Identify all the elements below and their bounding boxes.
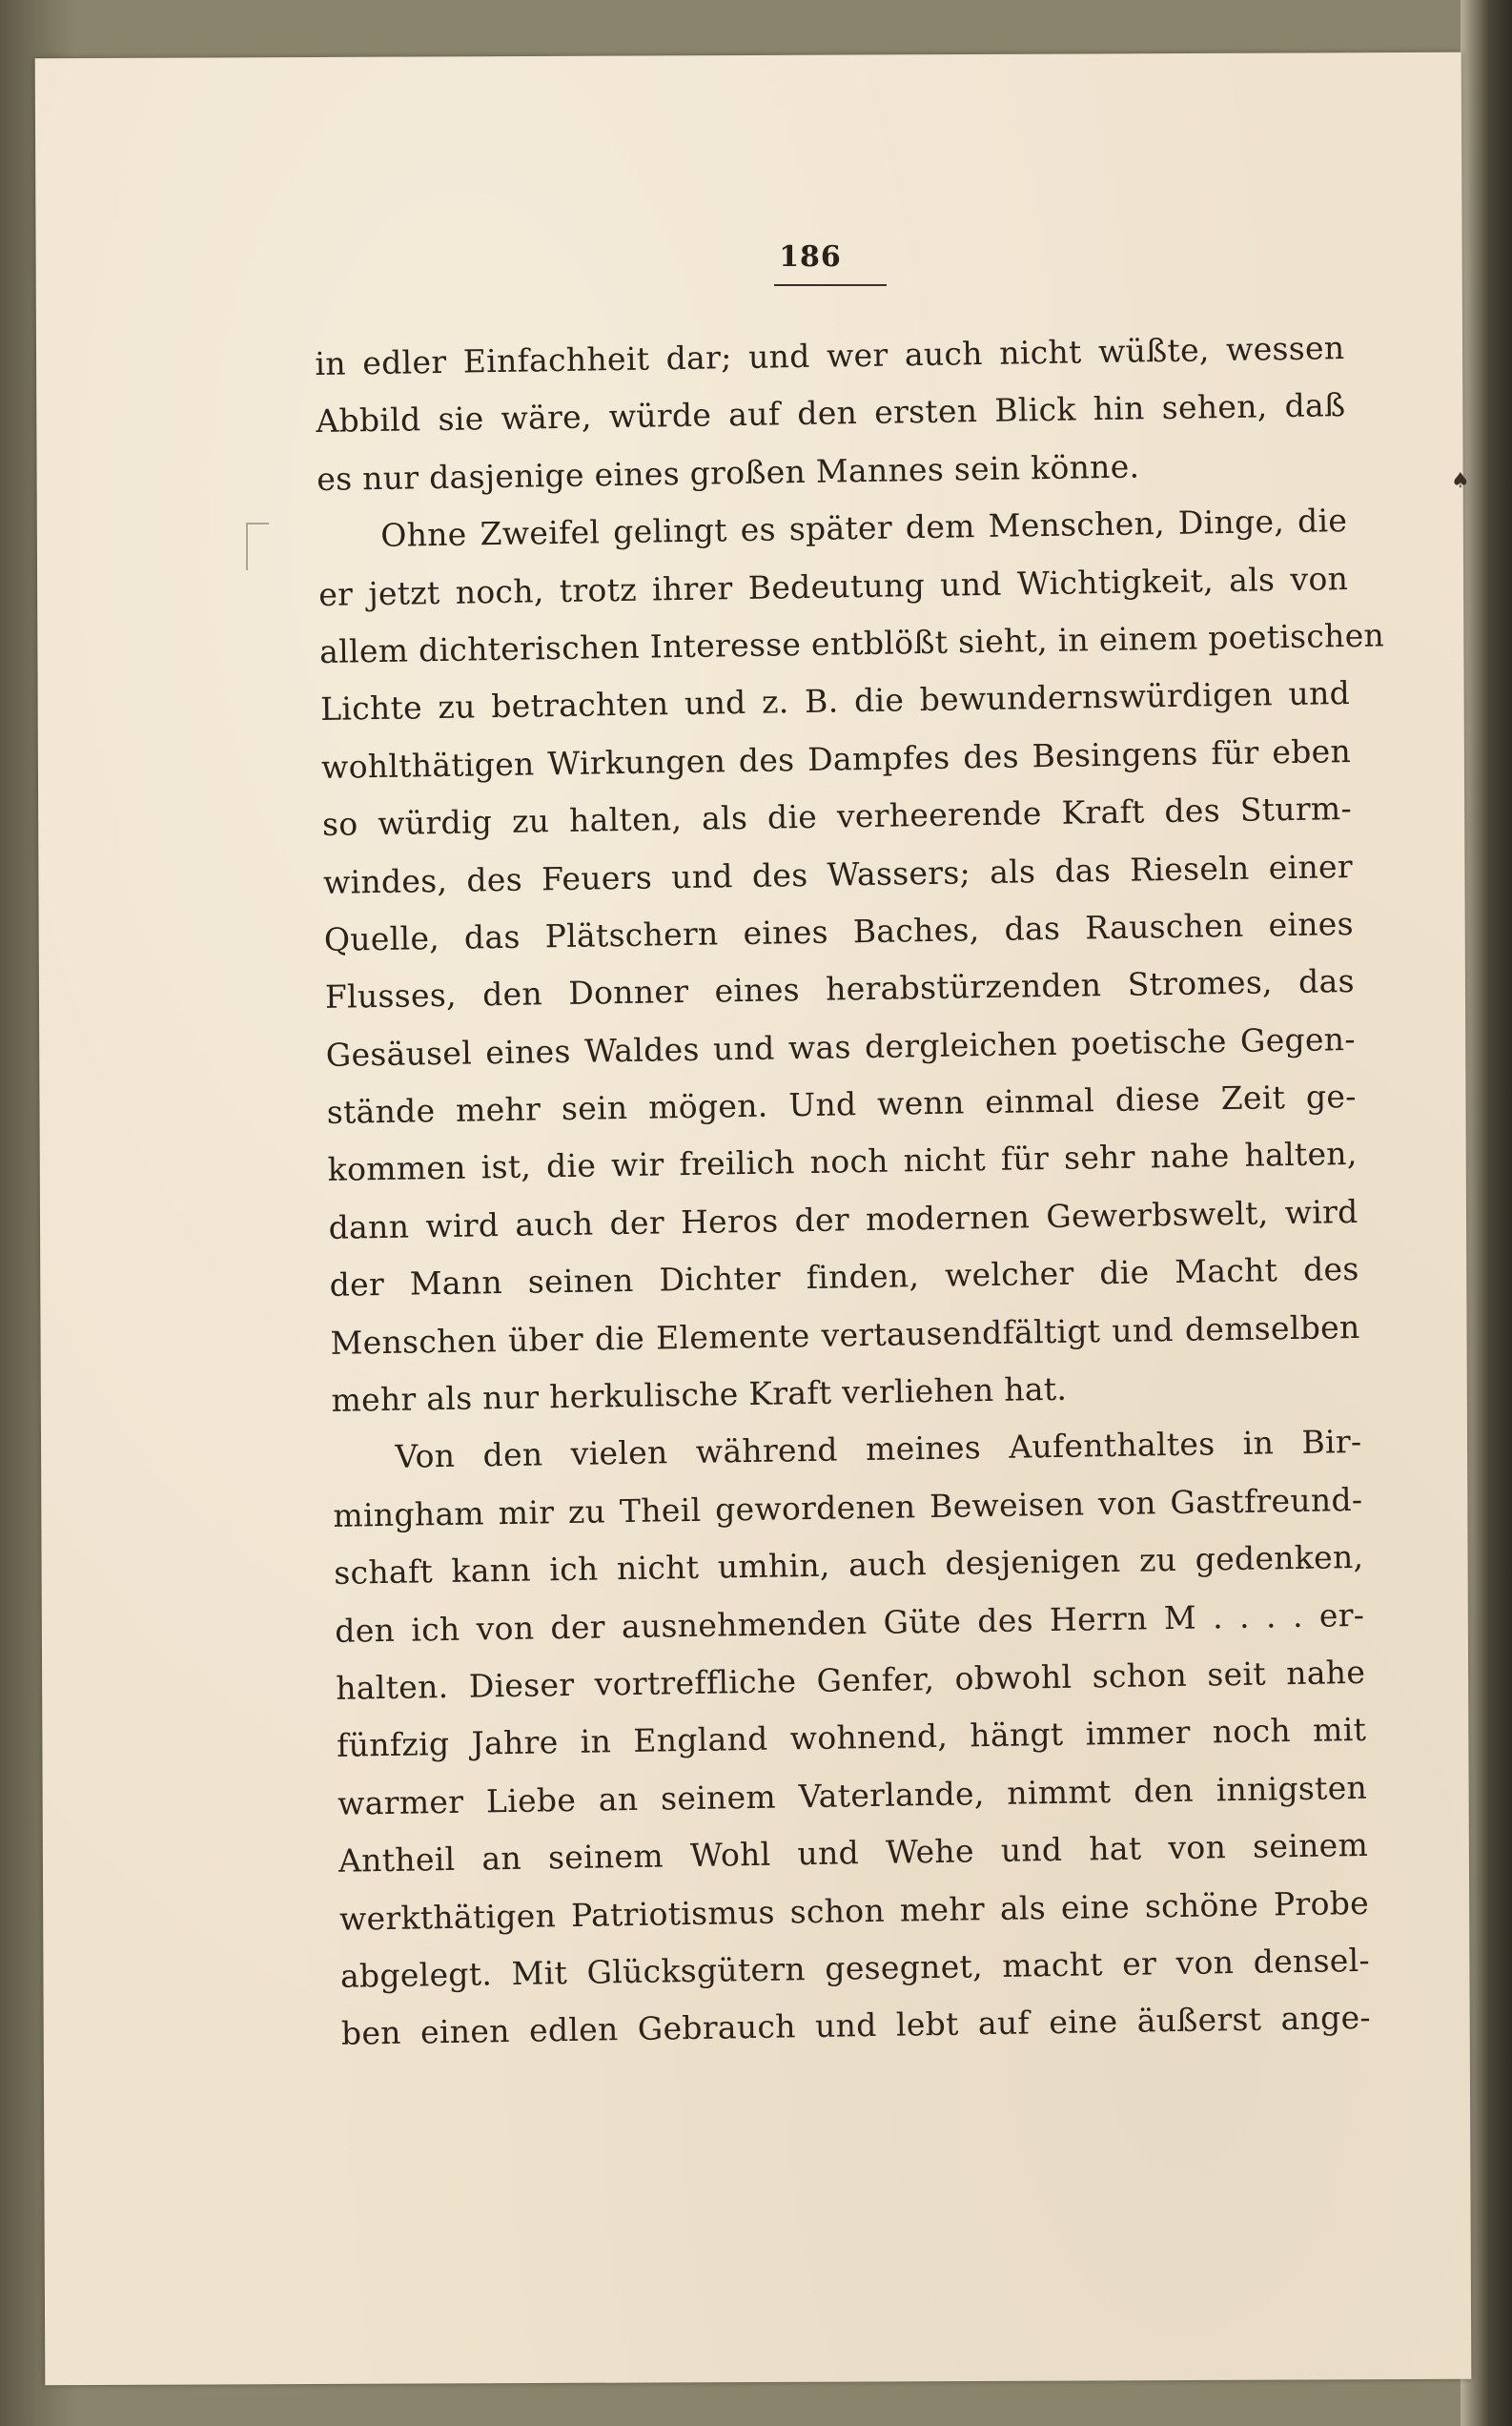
text-line: mingham mir zu Theil gewordenen Beweisen von Gastfreund- — [333, 1480, 1363, 1534]
text-line: wohlthätigen Wirkungen des Dampfes des Besingens für eben — [320, 731, 1352, 786]
text-line: mehr als nur herkulische Kraft verliehen hat. — [331, 1369, 1068, 1419]
text-line: halten. Dieser vortreffliche Genfer, obwohl schon seit nahe — [335, 1653, 1366, 1707]
text-line: Gesäusel eines Waldes und was dergleichen poetische Gegen- — [325, 1019, 1357, 1074]
text-line: windes, des Feuers und des Wassers; als das Rieseln einer — [322, 847, 1354, 901]
text-line: Von den vielen während meines Aufenthaltes in Bir- — [395, 1423, 1362, 1476]
text-line: kommen ist, die wir freilich noch nicht für sehr nahe halten, — [327, 1135, 1358, 1189]
text-line: Abbild sie wäre, würde auf den ersten Blick hin sehen, daß — [316, 386, 1346, 441]
text-line: ben einen edlen Gebrauch und lebt auf eine äußerst ange- — [340, 1999, 1372, 2053]
text-line: Flusses, den Donner eines herabstürzenden Stromes, das — [324, 962, 1356, 1017]
page-number: 186 — [779, 240, 842, 274]
text-line: so würdig zu halten, als die verheerende Kraft des Sturm- — [321, 790, 1353, 844]
text-line: den ich von der ausnehmenden Güte des Herrn M . . . . er- — [335, 1595, 1365, 1650]
text-line: werkthätigen Patriotismus schon mehr als eine schöne Probe — [338, 1883, 1370, 1938]
text-line: dann wird auch der Heros der modernen Gewerbswelt, wird — [328, 1192, 1359, 1246]
edge-mark: ♠ — [1451, 469, 1470, 493]
text-line: schaft kann ich nicht umhin, auch desjenigen zu gedenken, — [334, 1538, 1364, 1593]
text-line: fünfzig Jahre in England wohnend, hängt immer noch mit — [336, 1711, 1367, 1765]
text-line: Lichte zu betrachten und z. B. die bewundernswürdigen und — [319, 674, 1351, 729]
text-line: Ohne Zweifel gelingt es später dem Menschen, Dinge, die — [379, 502, 1348, 555]
text-line: er jetzt noch, trotz ihrer Bedeutung und Wichtigkeit, als von — [317, 559, 1349, 613]
text-line: in edler Einfachheit dar; und wer auch nicht wüßte, wessen — [315, 329, 1345, 382]
text-line: es nur dasjenige eines großen Mannes sein könne. — [317, 447, 1140, 498]
text-line: Menschen über die Elemente vertausendfältigt und demselben — [330, 1307, 1360, 1362]
body-text — [315, 319, 1385, 2063]
header-rule — [774, 284, 887, 286]
margin-pencil-mark — [246, 523, 269, 570]
text-line: stände mehr sein mögen. Und wenn einmal diese Zeit ge- — [326, 1078, 1357, 1131]
text-line: Antheil an seinem Wohl und Wehe und hat von seinem — [337, 1825, 1369, 1880]
text-line: der Mann seinen Dichter finden, welcher die Macht des — [329, 1250, 1359, 1305]
text-line: Quelle, das Plätschern eines Baches, das Rauschen eines — [323, 904, 1355, 958]
text-line: warmer Liebe an seinem Vaterlande, nimmt den innigsten — [337, 1768, 1368, 1822]
text-line: abgelegt. Mit Glücksgütern gesegnet, macht er von densel- — [339, 1941, 1371, 1995]
text-line: allem dichterischen Interesse entblößt sieht, in einem poetischen — [318, 616, 1385, 670]
